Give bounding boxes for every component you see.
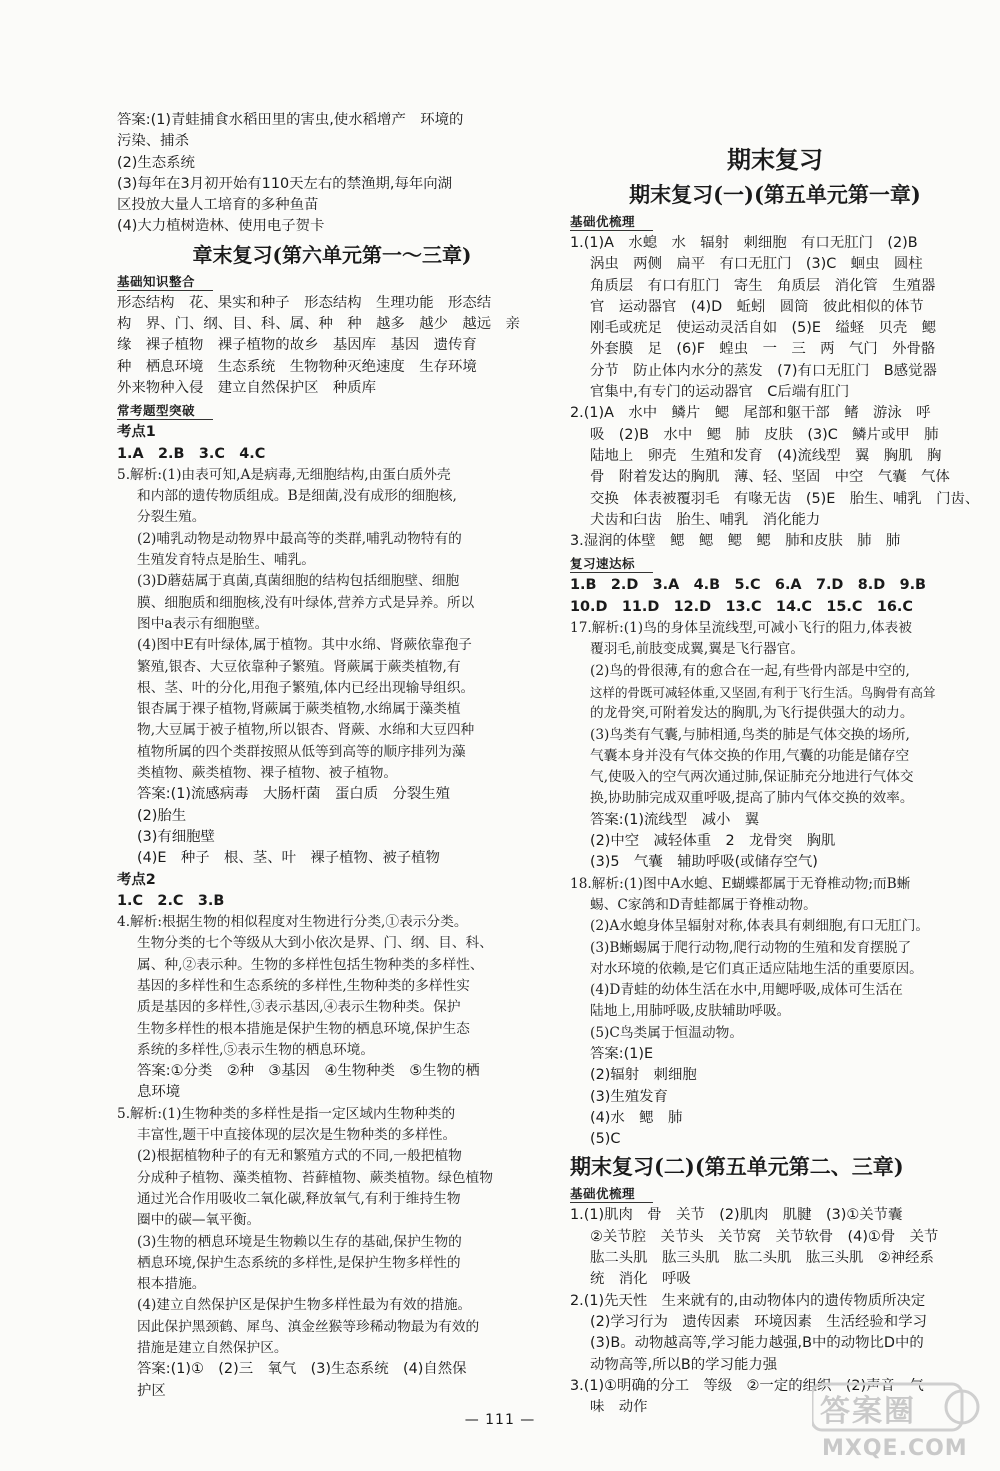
section-subheading: 常考题型突破 bbox=[117, 401, 213, 420]
text-line: 外套膜 足 (6)F 蝗虫 一 三 两 气门 外骨骼 bbox=[590, 341, 936, 358]
text-line: 角质层 有口有肛门 寄生 角质层 消化管 生殖器 bbox=[590, 277, 936, 294]
text-line: 繁殖,银杏、大豆依靠种子繁殖。肾蕨属于蕨类植物,有 bbox=[137, 658, 461, 675]
text-line: 1.(1)肌肉 骨 关节 (2)肌肉 肌腱 (3)①关节囊 bbox=[570, 1207, 903, 1224]
kaodian-label: 考点1 bbox=[117, 424, 156, 441]
text-line: (2)生态系统 bbox=[117, 154, 195, 171]
text-line: (4)水 鳃 肺 bbox=[590, 1109, 683, 1126]
text-line: 5.解析:(1)生物种类的多样性是指一定区域内生物种类的 bbox=[117, 1105, 456, 1122]
text-line: 答案:(1)① (2)三 氧气 (3)生态系统 (4)自然保 bbox=[137, 1361, 467, 1378]
analysis-q5 bbox=[117, 465, 547, 784]
analysis-q17 bbox=[570, 618, 980, 810]
section-subheading: 复习速达标 bbox=[570, 554, 653, 573]
analysis-q4 bbox=[117, 912, 547, 1061]
text-line: 1.(1)A 水螅 水 辐射 刺细胞 有口无肛门 (2)B bbox=[570, 235, 918, 251]
text-line: (3)每年在3月初开始有110天左右的禁渔期,每年向湖 bbox=[117, 175, 453, 192]
text-line: 种 栖息环境 生态系统 生物物种灭绝速度 生存环境 bbox=[117, 358, 477, 375]
final-review-title: 期末复习 bbox=[727, 145, 823, 174]
text-line: (2)学习行为 遗传因素 环境因素 生活经验和学习 bbox=[590, 1313, 927, 1330]
text-line: 答案:①分类 ②种 ③基因 ④生物种类 ⑤生物的栖 bbox=[137, 1063, 480, 1080]
text-line: 统 消化 呼吸 bbox=[590, 1271, 691, 1288]
text-line: 犬齿和臼齿 胎生、哺乳 消化能力 bbox=[590, 511, 821, 528]
section-subheading: 基础优梳理 bbox=[570, 212, 653, 231]
text-line: (3)生殖发育 bbox=[590, 1088, 668, 1105]
text-line: 因此保护黑颈鹤、犀鸟、滇金丝猴等珍稀动物最为有效的 bbox=[137, 1318, 480, 1335]
text-line: 质是基因的多样性,③表示基因,④表示生物种类。保护 bbox=[137, 999, 461, 1016]
text-line: 根、茎、叶的分化,用孢子繁殖,体内已经出现输导组织。 bbox=[137, 679, 475, 696]
text-line: (4)图中E有叶绿体,属于植物。其中水绵、肾蕨依靠孢子 bbox=[137, 637, 472, 654]
text-line: (4)建立自然保护区是保护生物多样性最为有效的措施。 bbox=[137, 1297, 472, 1314]
text-line: 陆地上,用肺呼吸,皮肤辅助呼吸。 bbox=[590, 1003, 791, 1020]
text-line: 2.(1)先天性 生来就有的,由动物体内的遗传物质所决定 bbox=[570, 1292, 926, 1309]
text-line: 5.解析:(1)由表可知,A是病毒,无细胞结构,由蛋白质外壳 bbox=[117, 466, 451, 483]
text-line: 的龙骨突,可附着发达的胸肌,为飞行提供强大的动力。 bbox=[590, 705, 914, 722]
text-line: 答案:(1)流线型 减小 翼 bbox=[590, 811, 760, 828]
text-line: (2)A水螅身体呈辐射对称,体表具有刺细胞,有口无肛门。 bbox=[590, 918, 930, 935]
text-line: 4.解析:根据生物的相似程度对生物进行分类,①表示分类。 bbox=[117, 914, 468, 931]
text-line: 3.(1)①明确的分工 等级 ②一定的组织 (2)声音 气 bbox=[570, 1377, 924, 1394]
text-line: 和内部的遗传物质组成。B是细菌,没有成形的细胞核, bbox=[137, 488, 457, 505]
text-line: (3)5 气囊 辅助呼吸(或储存空气) bbox=[590, 854, 818, 871]
analysis-q18 bbox=[570, 874, 980, 1044]
text-line: 换,协助肺完成双重呼吸,提高了肺内气体交换的效率。 bbox=[590, 790, 914, 807]
text-line: 植物所属的四个类群按照从低等到高等的顺序排列为藻 bbox=[137, 743, 466, 760]
watermark-logo-text: 答案圈 bbox=[820, 1394, 916, 1429]
text-line: (4)E 种子 根、茎、叶 裸子植物、被子植物 bbox=[137, 850, 440, 867]
text-line: 外来物种入侵 建立自然保护区 种质库 bbox=[117, 379, 377, 396]
answer-q5b bbox=[117, 1359, 547, 1402]
text-line: 肱二头肌 肱三头肌 肱二头肌 肱三头肌 ②神经系 bbox=[590, 1250, 934, 1267]
text-line: 吸 (2)B 水中 鳃 肺 皮肤 (3)C 鳞片或甲 肺 bbox=[590, 426, 939, 443]
text-line: 图中a表示有细胞壁。 bbox=[137, 615, 269, 632]
page-number: — 111 — bbox=[464, 1412, 536, 1428]
text-line: 丰富性,题干中直接体现的层次是生物种类的多样性。 bbox=[137, 1127, 457, 1144]
text-line: 措施是建立自然保护区。 bbox=[137, 1340, 288, 1357]
text-line: (3)生物的栖息环境是生物赖以生存的基础,保护生物的 bbox=[137, 1233, 462, 1250]
text-line: 蜴、C家鸽和D青蛙都属于脊椎动物。 bbox=[590, 896, 817, 913]
text-line: 气囊本身并没有气体交换的作用,气囊的功能是储存空 bbox=[590, 747, 910, 764]
knowledge-block bbox=[117, 293, 547, 399]
review1-block bbox=[570, 233, 980, 552]
text-line: (3)D蘑菇属于真菌,真菌细胞的结构包括细胞壁、细胞 bbox=[137, 573, 460, 590]
mc-answers: 1.C 2.C 3.B bbox=[117, 892, 225, 909]
text-line: 气,使吸入的空气两次通过肺,保证肺充分地进行气体交 bbox=[590, 769, 914, 786]
text-line: 系统的多样性,⑤表示生物的栖息环境。 bbox=[137, 1041, 375, 1058]
text-line: 生殖发育特点是胎生、哺乳。 bbox=[137, 552, 315, 569]
text-line: (2)鸟的骨很薄,有的愈合在一起,有些骨内部是中空的, bbox=[590, 662, 910, 679]
text-line: 这样的骨既可减轻体重,又坚固,有利于飞行生活。鸟胸骨有高耸 bbox=[590, 684, 936, 700]
text-line: 覆羽毛,前肢变成翼,翼是飞行器官。 bbox=[590, 641, 805, 658]
text-line: (2)辐射 刺细胞 bbox=[590, 1067, 697, 1084]
right-column bbox=[570, 140, 980, 1418]
text-line: 17.解析:(1)鸟的身体呈流线型,可减小飞行的阻力,体表被 bbox=[570, 620, 912, 637]
text-line: (4)D青蛙的幼体生活在水中,用鳃呼吸,成体可生活在 bbox=[590, 982, 903, 999]
text-line: 18.解析:(1)图中A水螅、E蝴蝶都属于无脊椎动物;而B蜥 bbox=[570, 875, 911, 892]
mc-answers: 1.B 2.D 3.A 4.B 5.C 6.A 7.D 8.D 9.B bbox=[570, 577, 927, 594]
answer-q4 bbox=[117, 1061, 547, 1104]
text-line: (5)C bbox=[590, 1131, 621, 1148]
text-line: 对水环境的依赖,是它们真正适应陆地生活的重要原因。 bbox=[590, 960, 923, 977]
text-line: ②关节腔 关节头 关节窝 关节软骨 (4)①骨 关节 bbox=[590, 1228, 939, 1245]
text-line: 通过光合作用吸收二氧化碳,释放氧气,有利于维持生物 bbox=[137, 1190, 461, 1207]
final-review-2-title: 期末复习(二)(第五单元第二、三章) bbox=[570, 1154, 904, 1180]
text-line: 官 运动器官 (4)D 蚯蚓 圆筒 彼此相似的体节 bbox=[590, 298, 924, 315]
mc-answers: 1.A 2.B 3.C 4.C bbox=[117, 445, 266, 462]
text-line: 味 动作 bbox=[590, 1399, 648, 1416]
final-review-1-title: 期末复习(一)(第五单元第一章) bbox=[629, 182, 921, 207]
text-line: (2)哺乳动物是动物界中最高等的类群,哺乳动物特有的 bbox=[137, 530, 462, 547]
analysis-q5b bbox=[117, 1104, 547, 1360]
answer-q18 bbox=[570, 1044, 980, 1150]
text-line: 膜、细胞质和细胞核,没有叶绿体,营养方式是异养。所以 bbox=[137, 594, 475, 611]
section-subheading: 基础知识整合 bbox=[117, 272, 213, 291]
text-line: (2)胎生 bbox=[137, 807, 187, 824]
text-line: (3)B蜥蜴属于爬行动物,爬行动物的生殖和发育摆脱了 bbox=[590, 939, 912, 956]
text-line: 答案:(1)青蛙捕食水稻田里的害虫,使水稻增产 环境的 bbox=[117, 112, 464, 128]
section-subheading: 基础优梳理 bbox=[570, 1184, 653, 1203]
text-line: 官集中,有专门的运动器官 C后端有肛门 bbox=[590, 384, 850, 401]
text-line: (4)大力植树造林、使用电子贺卡 bbox=[117, 218, 325, 235]
text-line: 交换 体表被覆羽毛 有喙无齿 (5)E 胎生、哺乳 门齿、 bbox=[590, 490, 980, 507]
watermark-logo bbox=[812, 1382, 982, 1467]
text-line: (3)有细胞壁 bbox=[137, 828, 215, 845]
text-line: 息环境 bbox=[137, 1084, 181, 1101]
text-line: (3)B。动物越高等,学习能力越强,B中的动物比D中的 bbox=[590, 1335, 924, 1352]
text-line: 区投放大量人工培育的多种鱼苗 bbox=[117, 197, 319, 214]
kaodian-label: 考点2 bbox=[117, 871, 156, 888]
chapter-review-title: 章末复习(第六单元第一～三章) bbox=[192, 242, 472, 267]
text-line: (3)鸟类有气囊,与肺相通,鸟类的肺是气体交换的场所, bbox=[590, 726, 910, 743]
mc-answers: 10.D 11.D 12.D 13.C 14.C 15.C 16.C bbox=[570, 598, 913, 615]
text-line: 圈中的碳—氧平衡。 bbox=[137, 1212, 261, 1229]
top-answer-block bbox=[117, 110, 547, 238]
text-line: 根本措施。 bbox=[137, 1276, 206, 1293]
text-line: 污染、捕杀 bbox=[117, 133, 189, 150]
text-line: 刚毛或疣足 使运动灵活自如 (5)E 缢蛏 贝壳 鳃 bbox=[590, 320, 937, 337]
text-line: (2)根据植物种子的有无和繁殖方式的不同,一般把植物 bbox=[137, 1148, 462, 1165]
text-line: 分成种子植物、藻类植物、苔藓植物、蕨类植物。绿色植物 bbox=[137, 1169, 493, 1186]
text-line: 分节 防止体内水分的蒸发 (7)有口无肛门 B感觉器 bbox=[590, 362, 937, 379]
text-line: 分裂生殖。 bbox=[137, 509, 206, 526]
text-line: 形态结构 花、果实和种子 形态结构 生理功能 形态结 bbox=[117, 294, 492, 311]
answer-q17 bbox=[570, 810, 980, 874]
text-line: 基因的多样性和生态系统的多样性,生物种类的多样性实 bbox=[137, 977, 470, 994]
text-line: 缘 裸子植物 裸子植物的故乡 基因库 基因 遗传育 bbox=[117, 337, 477, 354]
text-line: (5)C鸟类属于恒温动物。 bbox=[590, 1024, 744, 1041]
watermark-url: MXQE.COM bbox=[822, 1436, 968, 1461]
text-line: 护区 bbox=[137, 1382, 166, 1399]
text-line: 银杏属于裸子植物,肾蕨属于蕨类植物,水绵属于藻类植 bbox=[137, 701, 461, 718]
text-line: 陆地上 卵壳 生殖和发育 (4)流线型 翼 胸肌 胸 bbox=[590, 447, 942, 464]
answer-q5 bbox=[117, 784, 547, 869]
text-line: (2)中空 减轻体重 2 龙骨突 胸肌 bbox=[590, 833, 836, 850]
text-line: 生物多样性的根本措施是保护生物的栖息环境,保护生态 bbox=[137, 1020, 470, 1037]
text-line: 答案:(1)流感病毒 大肠杆菌 蛋白质 分裂生殖 bbox=[137, 786, 451, 803]
text-line: 属、种,②表示种。生物的多样性包括生物种类的多样性、 bbox=[137, 956, 484, 973]
text-line: 3.湿润的体壁 鳃 鳃 鳃 鳃 肺和皮肤 肺 肺 bbox=[570, 533, 901, 550]
text-line: 生物分类的七个等级从大到小依次是界、门、纲、目、科、 bbox=[137, 935, 493, 952]
text-line: 构 界、门、纲、目、科、属、种 种 越多 越少 越远 亲 bbox=[117, 316, 520, 333]
text-line: 骨 附着发达的胸肌 薄、轻、坚固 中空 气囊 气体 bbox=[590, 469, 950, 486]
text-line: 2.(1)A 水中 鳞片 鳃 尾部和躯干部 鳍 游泳 呼 bbox=[570, 405, 931, 422]
text-line: 动物高等,所以B的学习能力强 bbox=[590, 1356, 778, 1373]
text-line: 物,大豆属于被子植物,所以银杏、肾蕨、水绵和大豆四种 bbox=[137, 722, 475, 739]
left-column bbox=[117, 110, 547, 1402]
text-line: 类植物、蕨类植物、裸子植物、被子植物。 bbox=[137, 765, 398, 782]
text-line: 答案:(1)E bbox=[590, 1045, 654, 1062]
text-line: 栖息环境,保护生态系统的多样性,是保护生物多样性的 bbox=[137, 1254, 461, 1271]
text-line: 涡虫 两侧 扁平 有口无肛门 (3)C 蛔虫 圆柱 bbox=[590, 256, 923, 273]
